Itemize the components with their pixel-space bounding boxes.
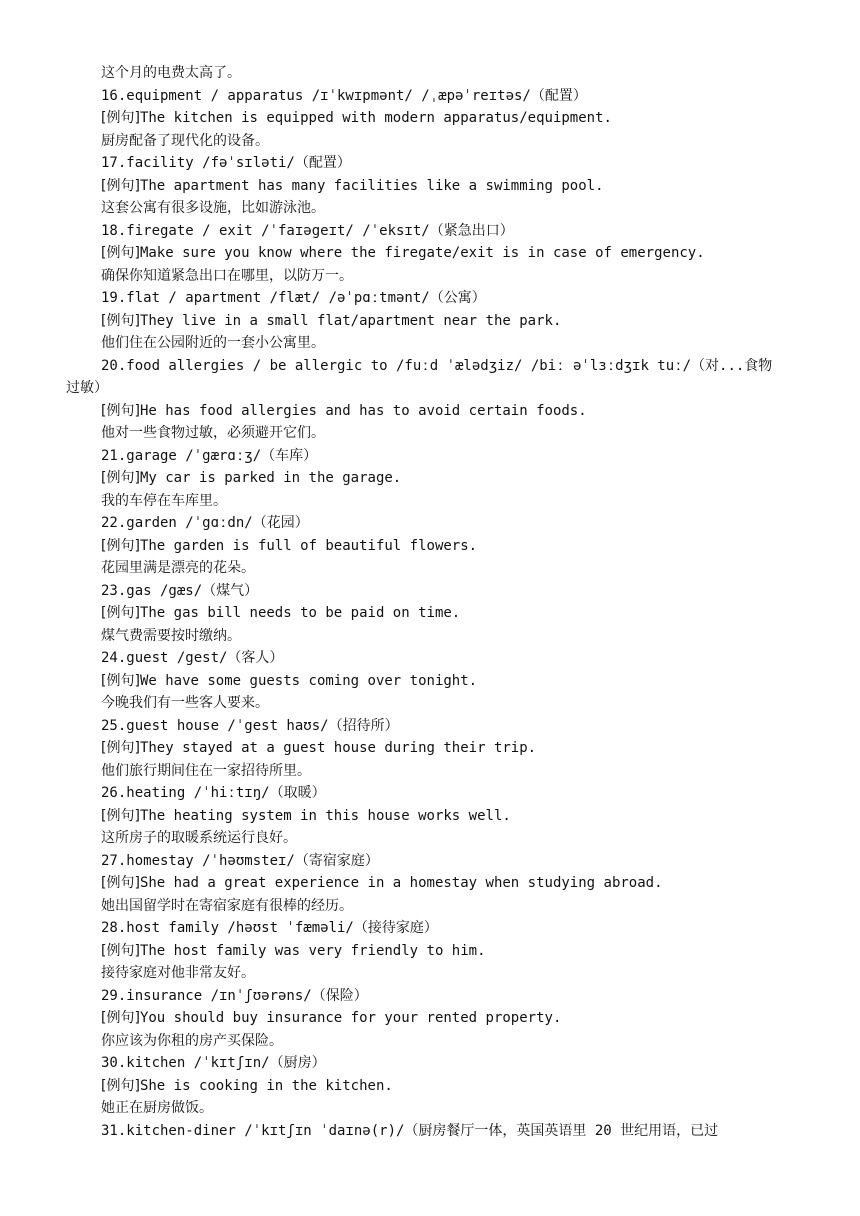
vocabulary-entry-heading: 17.facility /fəˈsɪləti/（配置） — [101, 155, 351, 171]
example-sentence-text: He has food allergies and has to avoid certain foods. — [139, 402, 587, 419]
vocabulary-entry-heading: 27.homestay /ˈhəʊmsteɪ/（寄宿家庭） — [101, 852, 379, 869]
example-tag: [例句] — [101, 672, 140, 689]
example-sentence-text: They live in a small flat/apartment near the park. — [139, 312, 562, 329]
chinese-translation-line: 他们住在公园附近的一套小公寓里。 — [101, 335, 325, 351]
example-sentence-text: She had a great experience in a homestay when studying abroad. — [139, 875, 663, 891]
chinese-translation-line: 我的车停在车库里。 — [101, 492, 227, 509]
example-tag: [例句] — [101, 470, 140, 486]
vocabulary-entry-heading: 29.insurance /ɪnˈʃʊərəns/（保险） — [101, 987, 368, 1004]
vocabulary-entry-heading: 20.food allergies / be allergic to /fuːd ˈælədʒiz/ /biː əˈlɜːdʒɪk tuː/（对...食物 — [101, 357, 773, 374]
example-sentence-text: The apartment has many facilities like a swimming pool. — [139, 177, 604, 194]
vocabulary-entry-heading: 26.heating /ˈhiːtɪŋ/（取暖） — [101, 785, 326, 801]
example-tag: [例句] — [101, 177, 140, 194]
example-sentence-line — [0, 1007, 860, 1030]
chinese-translation-line: 她正在厨房做饭。 — [101, 1100, 213, 1116]
vocabulary-entry-heading: 30.kitchen /ˈkɪtʃɪn/（厨房） — [101, 1055, 326, 1071]
chinese-translation-line: 花园里满是漂亮的花朵。 — [101, 560, 255, 576]
example-sentence-line — [0, 175, 860, 198]
example-sentence-line — [0, 872, 860, 895]
chinese-translation-line: 厨房配备了现代化的设备。 — [101, 132, 269, 149]
example-tag: [例句] — [101, 605, 140, 621]
chinese-translation-line: 这所房子的取暖系统运行良好。 — [101, 830, 297, 846]
chinese-translation-line: 这套公寓有很多设施，比如游泳池。 — [101, 200, 325, 216]
example-sentence-line — [0, 670, 860, 693]
example-tag: [例句] — [101, 1077, 140, 1094]
example-sentence-text: She is cooking in the kitchen. — [139, 1077, 393, 1094]
example-tag: [例句] — [101, 807, 140, 824]
example-sentence-text: The heating system in this house works well. — [139, 807, 511, 824]
vocabulary-entry-heading: 25.guest house /ˈgest haʊs/（招待所） — [101, 717, 399, 734]
vocabulary-entry-heading: 21.garage /ˈgærɑːʒ/（车库） — [101, 447, 318, 464]
example-sentence-text: The kitchen is equipped with modern apparatus/equipment. — [139, 110, 612, 126]
example-sentence-line — [0, 805, 860, 828]
example-sentence-text: We have some guests coming over tonight. — [139, 672, 478, 689]
chinese-translation-line: 接待家庭对他非常友好。 — [101, 965, 255, 981]
chinese-translation-line: 确保你知道紧急出口在哪里，以防万一。 — [101, 267, 353, 284]
example-tag: [例句] — [101, 245, 140, 261]
example-tag: [例句] — [101, 402, 140, 419]
example-sentence-line — [0, 400, 860, 423]
chinese-translation-line: 这个月的电费太高了。 — [101, 65, 241, 81]
vocabulary-entry-heading: 22.garden /ˈgɑːdn/（花园） — [101, 515, 309, 531]
example-tag: [例句] — [101, 875, 140, 891]
chinese-translation-line: 你应该为你租的房产买保险。 — [101, 1032, 283, 1049]
example-sentence-line — [0, 940, 860, 963]
example-tag: [例句] — [101, 537, 140, 554]
example-sentence-text: The garden is full of beautiful flowers. — [139, 537, 478, 554]
example-tag: [例句] — [101, 942, 140, 959]
example-sentence-line — [0, 242, 860, 265]
example-sentence-line — [0, 107, 860, 130]
example-sentence-text: The host family was very friendly to him. — [139, 942, 486, 959]
example-sentence-line — [0, 737, 860, 760]
example-sentence-line — [0, 310, 860, 333]
chinese-translation-line: 他对一些食物过敏，必须避开它们。 — [101, 425, 325, 441]
vocabulary-entry-heading: 18.firegate / exit /ˈfaɪəgeɪt/ /ˈeksɪt/（紧急出口） — [101, 222, 514, 239]
example-sentence-line — [0, 467, 860, 490]
example-sentence-text: The gas bill needs to be paid on time. — [139, 605, 461, 621]
example-tag: [例句] — [101, 1010, 140, 1026]
example-tag: [例句] — [101, 110, 140, 126]
vocabulary-entry-heading: 24.guest /gest/（客人） — [101, 650, 284, 666]
chinese-translation-line: 她出国留学时在寄宿家庭有很棒的经历。 — [101, 897, 353, 914]
document-page — [0, 62, 860, 1142]
example-sentence-text: You should buy insurance for your rented property. — [139, 1010, 562, 1026]
example-tag: [例句] — [101, 740, 140, 756]
vocabulary-entry-heading: 31.kitchen-diner /ˈkɪtʃɪn ˈdaɪnə(r)/（厨房餐厅一体，英国英语里 20 世纪用语，已过 — [101, 1122, 719, 1139]
example-sentence-line — [0, 535, 860, 558]
chinese-translation-line: 今晚我们有一些客人要来。 — [101, 695, 269, 711]
example-sentence-text: My car is parked in the garage. — [139, 470, 402, 486]
vocabulary-entry-heading-continuation: 过敏） — [66, 380, 108, 396]
chinese-translation-line: 煤气费需要按时缴纳。 — [101, 627, 241, 644]
example-sentence-line — [0, 1075, 860, 1098]
example-sentence-text: Make sure you know where the firegate/exit is in case of emergency. — [139, 245, 705, 261]
example-sentence-line — [0, 602, 860, 625]
example-tag: [例句] — [101, 312, 140, 329]
example-sentence-text: They stayed at a guest house during their trip. — [139, 740, 537, 756]
chinese-translation-line: 他们旅行期间住在一家招待所里。 — [101, 762, 311, 779]
vocabulary-entry-heading: 19.flat / apartment /flæt/ /əˈpɑːtmənt/（公寓） — [101, 290, 486, 306]
vocabulary-entry-heading: 16.equipment / apparatus /ɪˈkwɪpmənt/ /ˌæpəˈreɪtəs/（配置） — [101, 87, 587, 104]
vocabulary-entry-heading: 28.host family /həʊst ˈfæməli/（接待家庭） — [101, 920, 438, 936]
vocabulary-entry-heading: 23.gas /gæs/（煤气） — [101, 582, 259, 599]
